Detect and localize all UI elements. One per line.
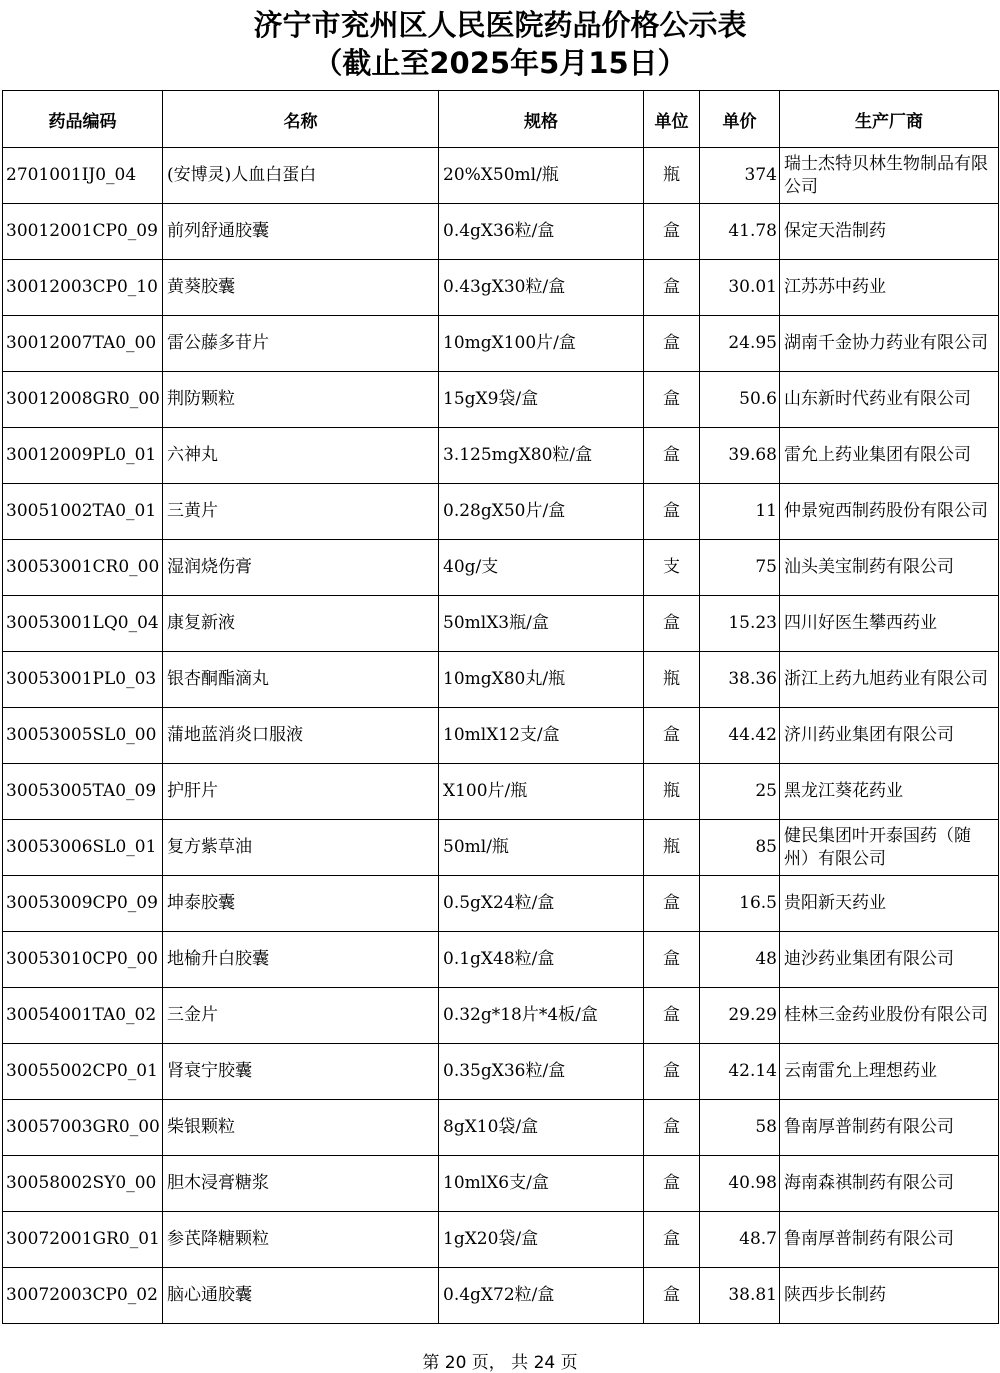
cell-name: 六神丸 [163, 428, 439, 484]
header-manufacturer: 生产厂商 [780, 91, 999, 148]
cell-code: 30053001PL0_03 [3, 652, 163, 708]
header-spec: 规格 [439, 91, 644, 148]
cell-manufacturer: 健民集团叶开泰国药（随州）有限公司 [780, 820, 999, 876]
cell-price: 48.7 [700, 1212, 780, 1268]
cell-price: 30.01 [700, 260, 780, 316]
cell-manufacturer: 贵阳新天药业 [780, 876, 999, 932]
table-row [3, 988, 999, 1044]
cell-name: 地榆升白胶囊 [163, 932, 439, 988]
cell-price: 40.98 [700, 1156, 780, 1212]
cell-unit: 盒 [644, 876, 700, 932]
table-row [3, 148, 999, 204]
cell-spec: 50mlX3瓶/盒 [439, 596, 644, 652]
cell-unit: 瓶 [644, 764, 700, 820]
cell-unit: 盒 [644, 428, 700, 484]
table-row [3, 1156, 999, 1212]
cell-unit: 盒 [644, 316, 700, 372]
cell-manufacturer: 鲁南厚普制药有限公司 [780, 1212, 999, 1268]
cell-name: 三金片 [163, 988, 439, 1044]
cell-price: 38.81 [700, 1268, 780, 1324]
cell-unit: 瓶 [644, 148, 700, 204]
cell-price: 39.68 [700, 428, 780, 484]
table-row [3, 372, 999, 428]
cell-manufacturer: 迪沙药业集团有限公司 [780, 932, 999, 988]
cell-name: 荆防颗粒 [163, 372, 439, 428]
cell-code: 30054001TA0_02 [3, 988, 163, 1044]
cell-name: 坤泰胶囊 [163, 876, 439, 932]
cell-manufacturer: 山东新时代药业有限公司 [780, 372, 999, 428]
cell-price: 42.14 [700, 1044, 780, 1100]
cell-price: 41.78 [700, 204, 780, 260]
cell-unit: 盒 [644, 1156, 700, 1212]
cell-manufacturer: 瑞士杰特贝林生物制品有限公司 [780, 148, 999, 204]
cell-name: 复方紫草油 [163, 820, 439, 876]
cell-name: 肾衰宁胶囊 [163, 1044, 439, 1100]
cell-name: 参芪降糖颗粒 [163, 1212, 439, 1268]
cell-spec: 20%X50ml/瓶 [439, 148, 644, 204]
cell-spec: 1gX20袋/盒 [439, 1212, 644, 1268]
cell-spec: 0.4gX72粒/盒 [439, 1268, 644, 1324]
table-row [3, 428, 999, 484]
cell-code: 30053001CR0_00 [3, 540, 163, 596]
cell-name: 脑心通胶囊 [163, 1268, 439, 1324]
cell-manufacturer: 海南森祺制药有限公司 [780, 1156, 999, 1212]
cell-unit: 盒 [644, 1212, 700, 1268]
cell-unit: 盒 [644, 708, 700, 764]
page-footer: 第 20 页， 共 24 页 [422, 1353, 578, 1373]
table-row [3, 1044, 999, 1100]
table-header-row [3, 91, 999, 148]
cell-manufacturer: 陕西步长制药 [780, 1268, 999, 1324]
table-row [3, 1100, 999, 1156]
cell-spec: 0.35gX36粒/盒 [439, 1044, 644, 1100]
cell-code: 30053005TA0_09 [3, 764, 163, 820]
cell-spec: 0.28gX50片/盒 [439, 484, 644, 540]
cell-name: 三黄片 [163, 484, 439, 540]
cell-name: 银杏酮酯滴丸 [163, 652, 439, 708]
cell-price: 16.5 [700, 876, 780, 932]
cell-spec: 50ml/瓶 [439, 820, 644, 876]
cell-name: 蒲地蓝消炎口服液 [163, 708, 439, 764]
cell-manufacturer: 济川药业集团有限公司 [780, 708, 999, 764]
cell-spec: 0.5gX24粒/盒 [439, 876, 644, 932]
cell-price: 75 [700, 540, 780, 596]
cell-unit: 支 [644, 540, 700, 596]
cell-unit: 盒 [644, 204, 700, 260]
cell-unit: 盒 [644, 988, 700, 1044]
cell-code: 30058002SY0_00 [3, 1156, 163, 1212]
cell-unit: 盒 [644, 372, 700, 428]
cell-name: 康复新液 [163, 596, 439, 652]
table-row [3, 1268, 999, 1324]
cell-manufacturer: 湖南千金协力药业有限公司 [780, 316, 999, 372]
cell-manufacturer: 雷允上药业集团有限公司 [780, 428, 999, 484]
cell-code: 30051002TA0_01 [3, 484, 163, 540]
cell-name: 湿润烧伤膏 [163, 540, 439, 596]
cell-spec: X100片/瓶 [439, 764, 644, 820]
cell-code: 30053009CP0_09 [3, 876, 163, 932]
cell-price: 29.29 [700, 988, 780, 1044]
cell-code: 30053005SL0_00 [3, 708, 163, 764]
cell-name: 黄葵胶囊 [163, 260, 439, 316]
cell-name: 护肝片 [163, 764, 439, 820]
cell-code: 30012008GR0_00 [3, 372, 163, 428]
cell-code: 30012009PL0_01 [3, 428, 163, 484]
cell-unit: 盒 [644, 1268, 700, 1324]
cell-spec: 15gX9袋/盒 [439, 372, 644, 428]
cell-spec: 0.4gX36粒/盒 [439, 204, 644, 260]
cell-unit: 盒 [644, 932, 700, 988]
cell-unit: 盒 [644, 260, 700, 316]
cell-price: 44.42 [700, 708, 780, 764]
cell-price: 58 [700, 1100, 780, 1156]
table-row [3, 652, 999, 708]
cell-code: 30072001GR0_01 [3, 1212, 163, 1268]
cell-spec: 40g/支 [439, 540, 644, 596]
price-table [2, 90, 999, 1324]
cell-manufacturer: 鲁南厚普制药有限公司 [780, 1100, 999, 1156]
cell-code: 30053006SL0_01 [3, 820, 163, 876]
cell-spec: 8gX10袋/盒 [439, 1100, 644, 1156]
cell-unit: 瓶 [644, 820, 700, 876]
cell-spec: 10mlX6支/盒 [439, 1156, 644, 1212]
cell-code: 30012003CP0_10 [3, 260, 163, 316]
cell-code: 30012007TA0_00 [3, 316, 163, 372]
cell-manufacturer: 仲景宛西制药股份有限公司 [780, 484, 999, 540]
table-row [3, 708, 999, 764]
page-subtitle: （截止至2025年5月15日） [313, 46, 687, 80]
cell-price: 374 [700, 148, 780, 204]
cell-price: 24.95 [700, 316, 780, 372]
table-row [3, 260, 999, 316]
cell-price: 50.6 [700, 372, 780, 428]
header-price: 单价 [700, 91, 780, 148]
cell-code: 30053010CP0_00 [3, 932, 163, 988]
cell-name: 前列舒通胶囊 [163, 204, 439, 260]
header-unit: 单位 [644, 91, 700, 148]
cell-unit: 瓶 [644, 652, 700, 708]
cell-code: 30072003CP0_02 [3, 1268, 163, 1324]
cell-unit: 盒 [644, 1100, 700, 1156]
cell-name: 胆木浸膏糖浆 [163, 1156, 439, 1212]
header-code: 药品编码 [3, 91, 163, 148]
table-row [3, 764, 999, 820]
table-row [3, 484, 999, 540]
cell-spec: 0.1gX48粒/盒 [439, 932, 644, 988]
cell-code: 30012001CP0_09 [3, 204, 163, 260]
cell-price: 48 [700, 932, 780, 988]
cell-spec: 10mgX80丸/瓶 [439, 652, 644, 708]
table-row [3, 820, 999, 876]
cell-code: 30053001LQ0_04 [3, 596, 163, 652]
cell-manufacturer: 汕头美宝制药有限公司 [780, 540, 999, 596]
cell-manufacturer: 四川好医生攀西药业 [780, 596, 999, 652]
cell-spec: 0.32g*18片*4板/盒 [439, 988, 644, 1044]
cell-spec: 10mgX100片/盒 [439, 316, 644, 372]
page-title: 济宁市兖州区人民医院药品价格公示表 [253, 8, 747, 42]
cell-code: 30055002CP0_01 [3, 1044, 163, 1100]
cell-manufacturer: 江苏苏中药业 [780, 260, 999, 316]
cell-unit: 盒 [644, 484, 700, 540]
table-body [3, 148, 999, 1324]
table-row [3, 204, 999, 260]
cell-manufacturer: 黑龙江葵花药业 [780, 764, 999, 820]
table-row [3, 596, 999, 652]
table-row [3, 316, 999, 372]
cell-unit: 盒 [644, 1044, 700, 1100]
cell-price: 15.23 [700, 596, 780, 652]
cell-spec: 0.43gX30粒/盒 [439, 260, 644, 316]
table-row [3, 540, 999, 596]
cell-spec: 10mlX12支/盒 [439, 708, 644, 764]
cell-manufacturer: 浙江上药九旭药业有限公司 [780, 652, 999, 708]
cell-price: 11 [700, 484, 780, 540]
table-row [3, 1212, 999, 1268]
cell-manufacturer: 桂林三金药业股份有限公司 [780, 988, 999, 1044]
table-row [3, 876, 999, 932]
cell-price: 38.36 [700, 652, 780, 708]
cell-code: 2701001IJ0_04 [3, 148, 163, 204]
cell-manufacturer: 保定天浩制药 [780, 204, 999, 260]
cell-price: 85 [700, 820, 780, 876]
table-row [3, 932, 999, 988]
cell-unit: 盒 [644, 596, 700, 652]
cell-name: (安博灵)人血白蛋白 [163, 148, 439, 204]
cell-name: 雷公藤多苷片 [163, 316, 439, 372]
cell-spec: 3.125mgX80粒/盒 [439, 428, 644, 484]
cell-code: 30057003GR0_00 [3, 1100, 163, 1156]
cell-name: 柴银颗粒 [163, 1100, 439, 1156]
cell-manufacturer: 云南雷允上理想药业 [780, 1044, 999, 1100]
header-name: 名称 [163, 91, 439, 148]
cell-price: 25 [700, 764, 780, 820]
